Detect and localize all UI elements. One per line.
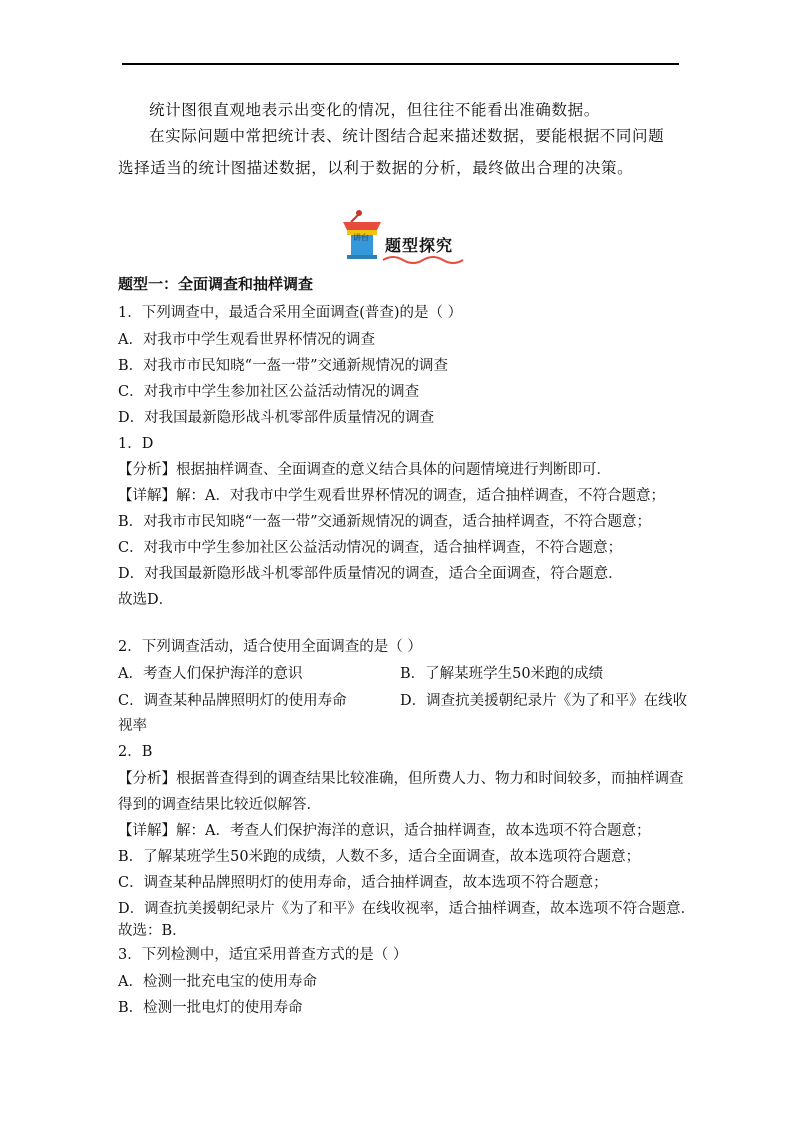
q2-option-c: C．调查某种品牌照明灯的使用寿命 <box>118 693 347 709</box>
intro-paragraph: 在实际问题中常把统计表、统计图结合起来描述数据，要能根据不同问题选择适当的统计图描述数据，以利于数据的分析，最终做出合理的决策。 <box>118 127 665 177</box>
badge-label: 讲台 <box>353 233 369 242</box>
intro-line: 统计图很直观地表示出变化的情况，但往往不能看出准确数据。 <box>149 101 600 119</box>
badge-title: 题型探究 <box>385 236 454 255</box>
q2-option-b: B．了解某班学生50米跑的成绩 <box>400 666 604 682</box>
q3-option-a: A．检测一批充电宝的使用寿命 <box>118 974 317 990</box>
q2-conclusion: 故选：B． <box>118 923 187 939</box>
q1-option-b: B．对我市市民知晓“一盔一带”交通新规情况的调查 <box>118 358 448 374</box>
q1-detail: 【详解】解：A．对我市中学生观看世界杯情况的调查，适合抽样调查，不符合题意； <box>118 488 665 504</box>
q2-detail: D．调查抗美援朝纪录片《为了和平》在线收视率，适合抽样调查，故本选项不符合题意． <box>118 901 696 917</box>
q1-option-d: D．对我国最新隐形战斗机零部件质量情况的调查 <box>118 410 435 426</box>
q2-option-d-continued: 视率 <box>118 718 147 734</box>
q1-detail: B．对我市市民知晓“一盔一带”交通新规情况的调查，适合抽样调查，不符合题意； <box>118 514 651 530</box>
q1-option-a: A．对我市中学生观看世界杯情况的调查 <box>118 332 375 348</box>
q2-analysis: 得到的调查结果比较近似解答． <box>118 797 321 813</box>
q2-answer: 2．B <box>118 744 153 760</box>
q2-option-a: A．考查人们保护海洋的意识 <box>118 666 303 682</box>
q2-analysis: 【分析】根据普查得到的调查结果比较准确，但所费人力、物力和时间较多，而抽样调查 <box>118 771 684 787</box>
q2-stem: 2．下列调查活动，适合使用全面调查的是（ ） <box>118 639 422 655</box>
q1-stem: 1．下列调查中，最适合采用全面调查(普查)的是（ ） <box>118 305 463 321</box>
q1-answer: 1．D <box>118 436 154 452</box>
q3-stem: 3．下列检测中，适宜采用普查方式的是（ ） <box>118 947 408 963</box>
q1-analysis: 【分析】根据抽样调查、全面调查的意义结合具体的问题情境进行判断即可． <box>118 462 611 478</box>
section-title: 题型一：全面调查和抽样调查 <box>118 275 314 293</box>
header-rule <box>122 63 679 65</box>
q2-detail: B．了解某班学生50米跑的成绩，人数不多，适合全面调查，故本选项符合题意； <box>118 849 641 865</box>
q2-detail: 【详解】解：A．考查人们保护海洋的意识，适合抽样调查，故本选项不符合题意； <box>118 823 651 839</box>
q2-option-d: D．调查抗美援朝纪录片《为了和平》在线收 <box>400 693 688 709</box>
q2-detail: C．调查某种品牌照明灯的使用寿命，适合抽样调查，故本选项不符合题意； <box>118 875 608 891</box>
q1-conclusion: 故选D． <box>118 592 174 608</box>
q1-option-c: C．对我市中学生参加社区公益活动情况的调查 <box>118 384 420 400</box>
q3-option-b: B．检测一批电灯的使用寿命 <box>118 1000 303 1016</box>
q1-detail: C．对我市中学生参加社区公益活动情况的调查，适合抽样调查，不符合题意； <box>118 540 623 556</box>
q1-detail: D．对我国最新隐形战斗机零部件质量情况的调查，适合全面调查，符合题意． <box>118 566 623 582</box>
